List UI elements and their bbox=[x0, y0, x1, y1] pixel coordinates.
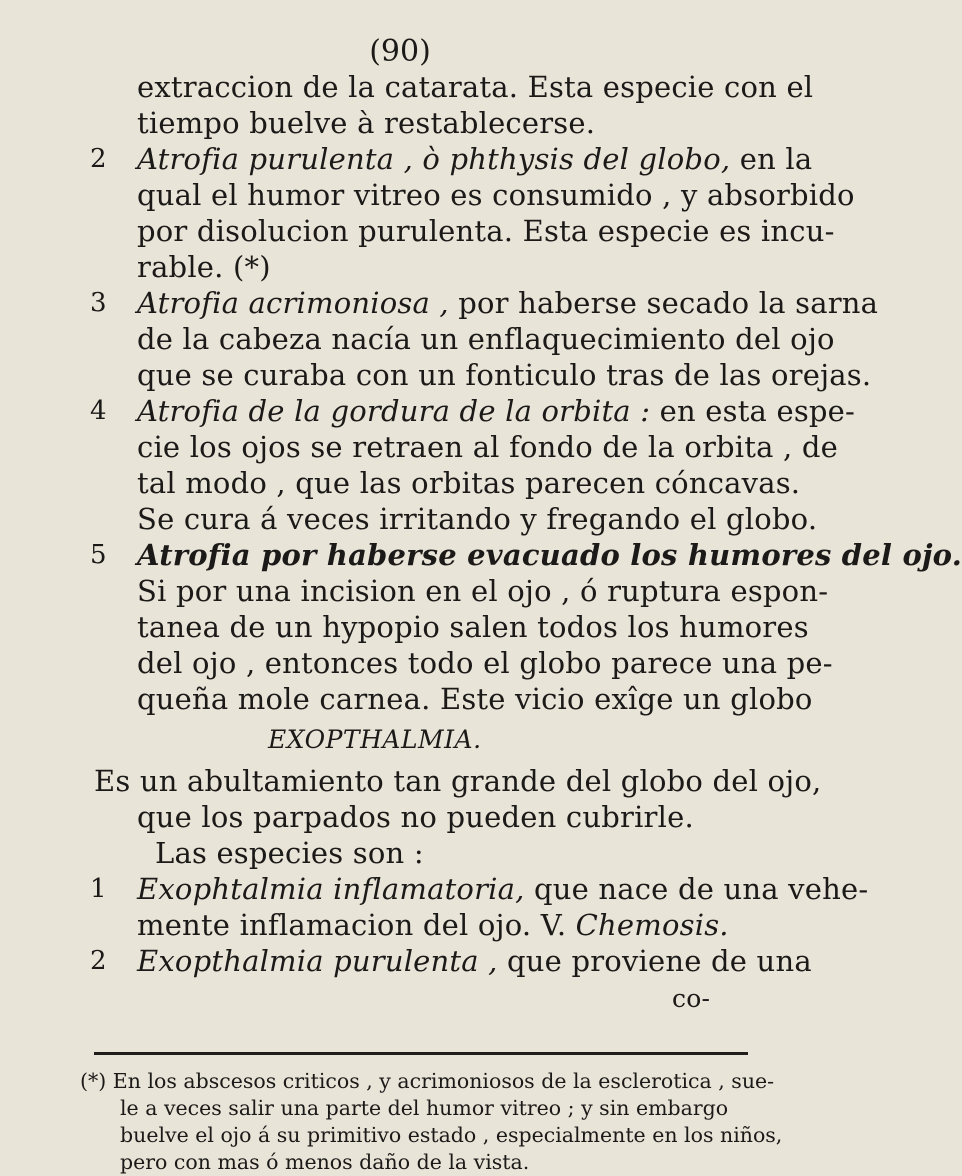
text-line: cie los ojos se retraen al fondo de la orbita , de bbox=[137, 430, 839, 464]
page-number: (90) bbox=[369, 34, 431, 69]
text-line: Es un abultamiento tan grande del globo del ojo, bbox=[94, 764, 822, 798]
text-line: tal modo , que las orbitas parecen cóncavas. bbox=[137, 466, 801, 500]
text-line: del ojo , entonces todo el globo parece una pe- bbox=[137, 646, 833, 680]
item-number: 2 bbox=[90, 144, 107, 174]
text-line: rable. (*) bbox=[137, 250, 271, 284]
text-line: Exophtalmia inflamatoria, que nace de una vehe- bbox=[137, 872, 869, 906]
item-title: Atrofia acrimoniosa , bbox=[137, 286, 449, 320]
item-number: 2 bbox=[90, 946, 107, 976]
catchword: co- bbox=[672, 984, 711, 1013]
item-title: Exophtalmia inflamatoria, bbox=[137, 872, 525, 906]
text-line: Las especies son : bbox=[155, 836, 424, 870]
item-number: 4 bbox=[90, 396, 107, 426]
text-line: tiempo buelve à restablecerse. bbox=[137, 106, 596, 140]
text-line: mente inflamacion del ojo. V. Chemosis. bbox=[137, 908, 729, 942]
footnote-line: le a veces salir una parte del humor vitreo ; y sin embargo bbox=[120, 1096, 729, 1120]
item-number: 3 bbox=[90, 288, 107, 318]
text-line: por disolucion purulenta. Esta especie es incu- bbox=[137, 214, 835, 248]
text-line: Si por una incision en el ojo , ó ruptura espon- bbox=[137, 574, 829, 608]
item-title: Atrofia de la gordura de la orbita : bbox=[137, 394, 651, 428]
text-line: de la cabeza nacía un enflaquecimiento del ojo bbox=[137, 322, 835, 356]
section-heading: EXOPTHALMIA. bbox=[268, 725, 482, 754]
text-line: Se cura á veces irritando y fregando el globo. bbox=[137, 502, 818, 536]
text-line: Atrofia acrimoniosa , por haberse secado la sarna bbox=[137, 286, 879, 320]
footnote-line: pero con mas ó menos daño de la vista. bbox=[120, 1150, 530, 1174]
footnote-line: (*) En los abscesos criticos , y acrimoniosos de la esclerotica , sue- bbox=[80, 1069, 775, 1093]
item-title: Exopthalmia purulenta , bbox=[137, 944, 498, 978]
text-line: qual el humor vitreo es consumido , y absorbido bbox=[137, 178, 855, 212]
item-title: Chemosis. bbox=[575, 908, 729, 942]
text-line: que los parpados no pueden cubrirle. bbox=[137, 800, 694, 834]
text-line: Atrofia purulenta , ò phthysis del globo, en la bbox=[137, 142, 813, 176]
item-number: 5 bbox=[90, 540, 107, 570]
text-line: Atrofia de la gordura de la orbita : en esta espe- bbox=[137, 394, 856, 428]
text-line bbox=[137, 538, 962, 572]
text-line: Exopthalmia purulenta , que proviene de una bbox=[137, 944, 812, 978]
text-line: queña mole carnea. Este vicio exîge un globo bbox=[137, 682, 813, 716]
item-number: 1 bbox=[90, 874, 107, 904]
item-title: Atrofia por haberse evacuado los humores del ojo. bbox=[137, 538, 962, 572]
footnote-rule bbox=[94, 1052, 748, 1055]
text-line: extraccion de la catarata. Esta especie con el bbox=[137, 70, 814, 104]
footnote-line: buelve el ojo á su primitivo estado , especialmente en los niños, bbox=[120, 1123, 783, 1147]
text-line: que se curaba con un fonticulo tras de las orejas. bbox=[137, 358, 872, 392]
item-title: Atrofia purulenta , ò phthysis del globo, bbox=[137, 142, 731, 176]
text-line: tanea de un hypopio salen todos los humores bbox=[137, 610, 809, 644]
